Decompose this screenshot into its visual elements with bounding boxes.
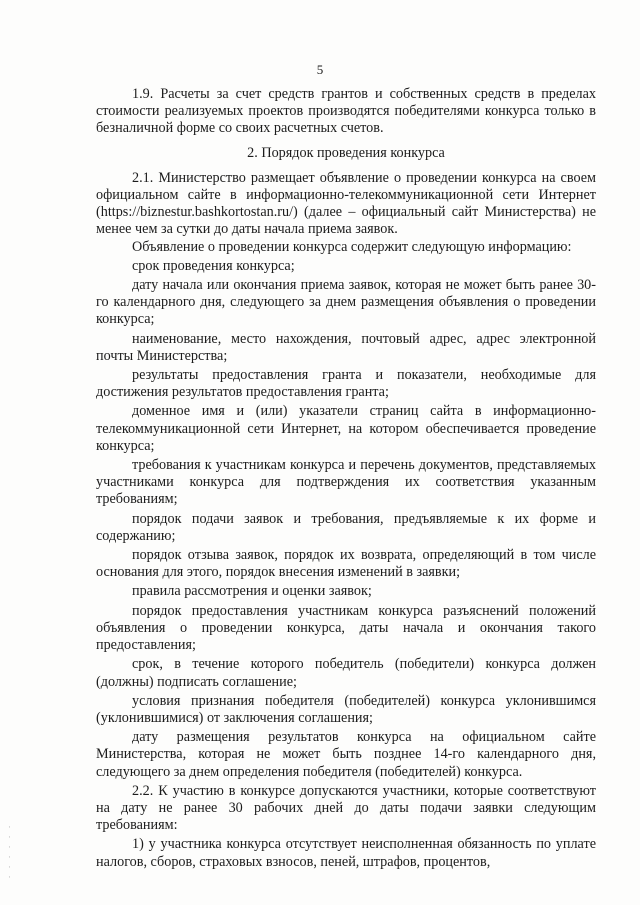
list-item: требования к участникам конкурса и перечень документов, представляемых участниками конкурса для подтверждения их соответствия указанным требованиям;: [96, 457, 596, 508]
list-item: наименование, место нахождения, почтовый адрес, адрес электронной почты Министерства;: [96, 330, 596, 364]
list-item: доменное имя и (или) указатели страниц сайта в информационно-телекоммуникационной сети Интернет, на котором обеспечивается проведение конкурса;: [96, 403, 596, 454]
list-item: срок, в течение которого победитель (победители) конкурса должен (должны) подписать соглашение;: [96, 656, 596, 690]
list-item: дату размещения результатов конкурса на официальном сайте Министерства, которая не может быть позднее 14-го календарного дня, следующего за днем определения победителя (победителей) конкурса.: [96, 729, 596, 780]
document-body: [96, 86, 596, 871]
paragraph-2-2: 2.2. К участию в конкурсе допускаются участники, которые соответствуют на дату не ранее 30 рабочих дней до даты подачи заявки следующим требованиям:: [96, 782, 596, 834]
list-item: условия признания победителя (победителей) конкурса уклонившимся (уклонившимися) от заключения соглашения;: [96, 692, 596, 726]
list-item: порядок подачи заявок и требования, предъявляемые к их форме и содержанию;: [96, 510, 596, 544]
list-item: дату начала или окончания приема заявок, которая не может быть ранее 30-го календарного дня, следующего за днем размещения объявления о проведении конкурса;: [96, 277, 596, 328]
list-item: порядок отзыва заявок, порядок их возврата, определяющий в том числе основания для этого, порядок внесения изменений в заявки;: [96, 547, 596, 581]
requirement-1: 1) у участника конкурса отсутствует неисполненная обязанность по уплате налогов, сборов, страховых взносов, пеней, штрафов, процентов,: [96, 836, 596, 870]
list-item: правила рассмотрения и оценки заявок;: [132, 583, 372, 600]
list-item: срок проведения конкурса;: [132, 257, 295, 274]
list-item: результаты предоставления гранта и показатели, необходимые для достижения результатов предоставления гранта;: [96, 367, 596, 401]
paragraph-2-1: 2.1. Министерство размещает объявление о проведении конкурса на своем официальном сайте в информационно-телекоммуникационной сети Интернет (https://biznestur.bashkortostan.ru/) (далее – официальный сайт Министерства) не менее чем за сутки до даты начала приема заявок.: [96, 169, 596, 238]
scan-margin-marks: · · · · · ·: [8, 822, 11, 882]
page-number: 5: [316, 62, 324, 77]
section-heading: 2. Порядок проведения конкурса: [247, 144, 445, 161]
announcement-intro: Объявление о проведении конкурса содержит следующую информацию:: [132, 238, 572, 255]
list-item: порядок предоставления участникам конкурса разъяснений положений объявления о проведении конкурса, даты начала и окончания такого предоставления;: [96, 602, 596, 654]
paragraph-1-9: 1.9. Расчеты за счет средств грантов и собственных средств в пределах стоимости реализуемых проектов производятся победителями конкурса только в безналичной форме со своих расчетных счетов.: [96, 86, 596, 137]
